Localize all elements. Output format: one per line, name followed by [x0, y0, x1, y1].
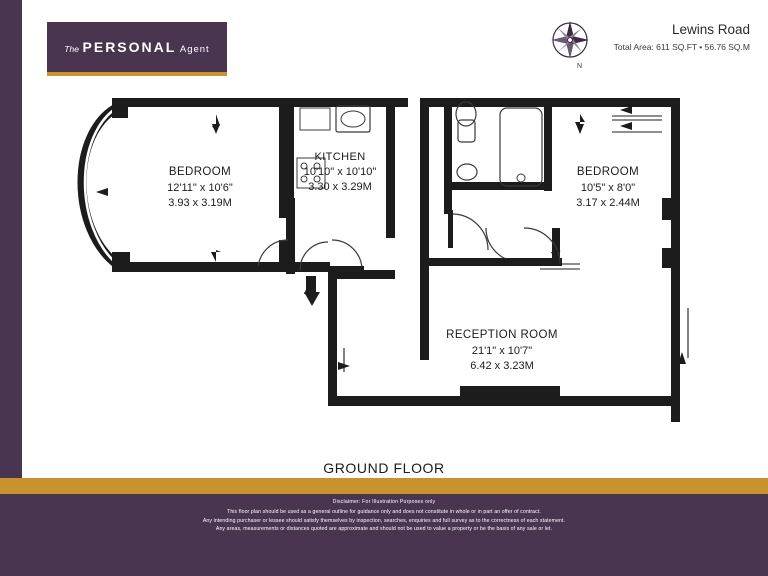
room-dimensions-imperial: 12'11" x 10'6": [167, 181, 233, 194]
compass-north-label: N: [577, 63, 583, 70]
room-name: BEDROOM: [168, 166, 232, 178]
disclaimer-block: [0, 499, 768, 534]
brand-logo-agent: Agent: [179, 44, 210, 55]
room-name: BEDROOM: [576, 166, 640, 178]
disclaimer-line: This floor plan should be used as a general outline for guidance only and does not constitute in whole or in part an offer of contract.: [227, 509, 541, 515]
room-label-bedroom-2: [518, 165, 698, 211]
disclaimer-line: Any intending purchaser or lessee should satisfy themselves by inspection, searches, enquiries and full survey as to the correctness of each statement.: [202, 517, 566, 524]
room-name: KITCHEN: [314, 151, 366, 163]
room-dimensions-imperial: 10'10" x 10'10": [303, 166, 377, 179]
room-label-reception-room: [398, 328, 606, 374]
room-dimensions-imperial: 10'5" x 8'0": [580, 181, 636, 194]
brand-logo-text: [64, 39, 209, 55]
room-dimensions-imperial: 21'1" x 10'7": [471, 344, 533, 357]
room-label-kitchen: [265, 150, 415, 196]
room-label-bedroom-1: [110, 165, 290, 211]
property-address: Lewins Road: [671, 22, 750, 37]
property-total-area: Total Area: 611 SQ.FT • 56.76 SQ.M: [613, 42, 750, 52]
brand-logo: [47, 22, 227, 76]
room-dimensions-metric: 6.42 x 3.23M: [470, 360, 534, 373]
brand-logo-the: The: [64, 44, 79, 54]
disclaimer-title: Disclaimer: For Illustration Purposes only: [332, 499, 436, 505]
room-dimensions-metric: 3.30 x 3.29M: [308, 181, 372, 194]
property-header: [614, 22, 750, 52]
room-name: RECEPTION ROOM: [446, 329, 558, 341]
compass-rose-icon: [548, 18, 594, 70]
room-dimensions-metric: 3.17 x 2.44M: [576, 197, 640, 210]
brand-logo-main: PERSONAL: [82, 39, 177, 55]
room-dimensions-metric: 3.93 x 3.19M: [168, 197, 232, 210]
gold-divider-bar: [0, 478, 768, 494]
disclaimer-line: Any areas, measurements or distances quoted are approximate and should not be used to value a property or be the basis of any sale or let.: [215, 526, 553, 533]
floor-title: GROUND FLOOR: [323, 460, 445, 476]
floorplan-drawing: [0, 80, 768, 460]
